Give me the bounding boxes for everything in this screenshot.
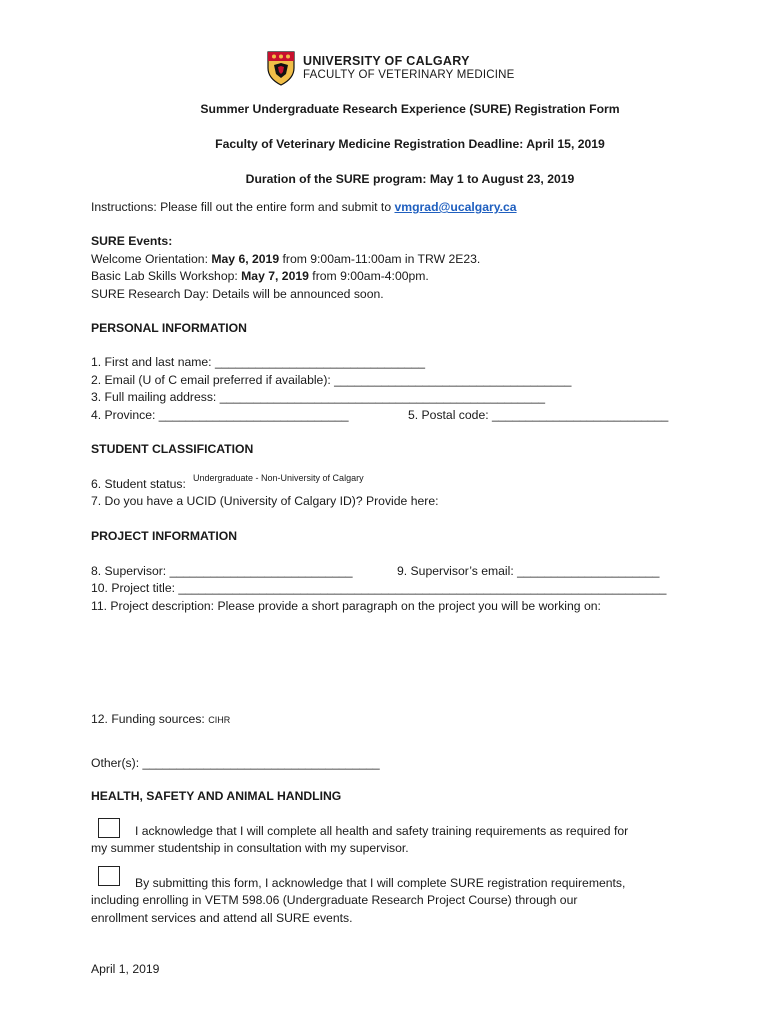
deadline-title: Faculty of Veterinary Medicine Registration Deadline: April 15, 2019 — [215, 137, 605, 151]
field-mailing-address[interactable]: 3. Full mailing address: ________________________________________________ — [91, 390, 546, 404]
event-welcome-date: May 6, 2019 — [211, 252, 280, 266]
university-crest-icon — [266, 50, 296, 86]
project-heading: PROJECT INFORMATION — [91, 529, 238, 543]
event-welcome-label: Welcome Orientation: — [91, 252, 212, 266]
ack-health-line2: my summer studentship in consultation with my supervisor. — [91, 841, 409, 855]
health-safety-checkbox[interactable] — [98, 818, 120, 838]
duration-title: Duration of the SURE program: May 1 to August 23, 2019 — [245, 172, 575, 186]
faculty-name: FACULTY OF VETERINARY MEDICINE — [303, 69, 515, 81]
ack-registration-line2: including enrolling in VETM 598.06 (Undergraduate Research Project Course) through our — [91, 893, 578, 907]
field-other-funding[interactable]: Other(s): ___________________________________ — [91, 756, 380, 770]
field-funding-sources — [91, 711, 230, 728]
event-lab-details: from 9:00am-4:00pm. — [308, 269, 429, 283]
field-student-status-value[interactable]: Undergraduate - Non-University of Calgary — [193, 473, 364, 483]
university-name: UNIVERSITY OF CALGARY — [303, 54, 470, 68]
university-logo — [266, 50, 515, 86]
field-project-title[interactable]: 10. Project title: ________________________________________________________________________ — [91, 581, 667, 595]
health-heading: HEALTH, SAFETY AND ANIMAL HANDLING — [91, 789, 342, 803]
funding-sources-value[interactable]: CIHR — [208, 715, 231, 725]
ack-registration-line1: By submitting this form, I acknowledge that I will complete SURE registration requirements, — [135, 876, 626, 890]
field-project-description-label: 11. Project description: Please provide a short paragraph on the project you will be working on: — [91, 599, 601, 613]
registration-checkbox[interactable] — [98, 866, 120, 886]
field-student-status-label: 6. Student status: — [91, 477, 186, 491]
event-research-day: SURE Research Day: Details will be announced soon. — [91, 287, 384, 301]
event-lab-label: Basic Lab Skills Workshop: — [91, 269, 242, 283]
ack-health-line1: I acknowledge that I will complete all health and safety training requirements as required for — [135, 824, 629, 838]
event-lab — [91, 268, 429, 284]
field-email[interactable]: 2. Email (U of C email preferred if available): ___________________________________ — [91, 373, 572, 387]
field-ucid[interactable]: 7. Do you have a UCID (University of Calgary ID)? Provide here: — [91, 494, 439, 508]
field-supervisor-email[interactable]: 9. Supervisor’s email: _____________________ — [397, 564, 660, 578]
event-welcome-details: from 9:00am-11:00am in TRW 2E23. — [279, 252, 481, 266]
classification-heading: STUDENT CLASSIFICATION — [91, 442, 254, 456]
instructions — [91, 199, 517, 215]
funding-sources-label: 12. Funding sources: — [91, 712, 209, 726]
events-heading: SURE Events: — [91, 234, 173, 248]
form-title: Summer Undergraduate Research Experience (SURE) Registration Form — [200, 102, 620, 116]
field-supervisor[interactable]: 8. Supervisor: ___________________________ — [91, 564, 353, 578]
instructions-text: Instructions: Please fill out the entire form and submit to — [91, 200, 395, 214]
field-province[interactable]: 4. Province: ____________________________ — [91, 408, 349, 422]
ack-registration-line3: enrollment services and attend all SURE events. — [91, 911, 353, 925]
field-postal-code[interactable]: 5. Postal code: __________________________ — [408, 408, 669, 422]
project-description-area[interactable] — [91, 616, 676, 706]
event-welcome — [91, 251, 480, 267]
footer-date: April 1, 2019 — [91, 962, 160, 976]
event-lab-date: May 7, 2019 — [241, 269, 309, 283]
personal-heading: PERSONAL INFORMATION — [91, 321, 247, 335]
submission-email-link[interactable]: vmgrad@ucalgary.ca — [394, 200, 517, 214]
field-full-name[interactable]: 1. First and last name: _______________________________ — [91, 355, 426, 369]
